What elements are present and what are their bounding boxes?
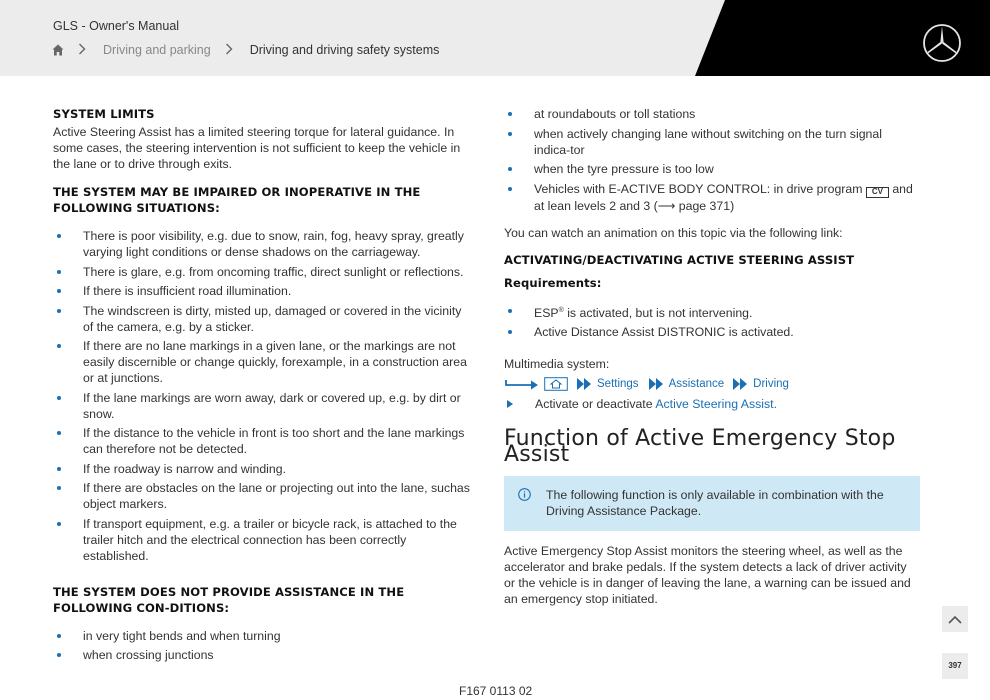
right-column	[504, 106, 920, 607]
list-item-text: when actively changing lane without switching on the turn signal indica-tor	[534, 126, 882, 157]
no-assistance-list-continued	[504, 106, 914, 214]
manual-title: GLS - Owner's Manual	[53, 19, 180, 33]
list-item-text: If the distance to the vehicle in front is too short and the lane markings can therefore not be detected.	[83, 426, 465, 456]
scroll-to-top-button[interactable]	[942, 606, 968, 632]
chevron-up-icon	[948, 615, 962, 624]
info-note	[504, 476, 920, 531]
hook-arrow-icon	[504, 377, 538, 391]
list-item	[53, 283, 471, 299]
double-arrow-icon	[733, 378, 740, 390]
action-step	[504, 396, 920, 412]
active-steering-assist-link[interactable]: Active Steering Assist	[655, 397, 774, 412]
list-item	[53, 228, 471, 260]
list-item-text: The windscreen is dirty, misted up, damaged or covered in the vicinity of the camera, e.g. by a sticker.	[83, 303, 462, 334]
bullet-icon	[57, 396, 61, 400]
list-item-text: There is poor visibility, e.g. due to snow, rain, fog, heavy spray, greatly varying light conditions or dense shadows on the carriageway.	[83, 229, 464, 259]
list-item	[504, 324, 920, 340]
menu-item-settings[interactable]: Settings	[597, 378, 639, 391]
list-item-text: If the roadway is narrow and winding.	[83, 461, 287, 476]
no-assistance-list	[53, 628, 471, 664]
multimedia-label: Multimedia system:	[504, 357, 610, 372]
double-arrow-icon	[656, 378, 663, 390]
list-item-text: If there are obstacles on the lane or projecting out into the lane, suchas object markers.	[83, 481, 470, 511]
breadcrumb-item-driving-and-parking[interactable]: Driving and parking	[103, 43, 211, 57]
list-item-text: Active Distance Assist DISTRONIC is activated.	[534, 325, 794, 340]
list-item-text: in very tight bends and when turning	[83, 628, 281, 643]
list-item	[53, 390, 471, 422]
mercedes-star-logo-icon	[922, 23, 962, 63]
home-button-icon[interactable]	[544, 377, 568, 391]
bullet-icon	[57, 289, 61, 293]
double-arrow-icon	[740, 378, 747, 390]
bullet-icon	[57, 234, 61, 238]
activating-heading: ACTIVATING/DEACTIVATING ACTIVE STEERING ASSIST	[504, 252, 855, 267]
requirements-list	[504, 303, 920, 341]
bullet-icon	[57, 270, 61, 274]
menu-item-assistance[interactable]: Assistance	[668, 378, 725, 391]
list-item-text: If the lane markings are worn away, dark or covered up, e.g. by dirt or snow.	[83, 390, 461, 421]
drive-program-cv-icon: CV	[866, 187, 889, 198]
list-item-text: There is glare, e.g. from oncoming traffic, direct sunlight or reflections.	[83, 264, 464, 279]
registered-mark: ®	[558, 306, 564, 314]
image-reference-code: F167 0113 02	[459, 684, 533, 698]
list-item	[53, 461, 471, 477]
system-limits-heading: SYSTEM LIMITS	[53, 107, 155, 121]
bullet-icon	[57, 431, 61, 435]
list-item	[53, 516, 471, 564]
list-item-text: If there is insufficient road illumination.	[83, 284, 292, 298]
bullet-icon	[508, 132, 512, 136]
function-text: Active Emergency Stop Assist monitors the steering wheel, as well as the accelerator and brake pedals. If the system detects a lack of driver activity or the vehicle is in danger of leaving the lane, a warning can be issued and an emergency stop initiated.	[504, 544, 911, 607]
bullet-icon	[508, 309, 512, 313]
info-note-text: The following function is only available in combination with the Driving Assistance Package.	[546, 488, 884, 519]
bullet-icon	[57, 344, 61, 348]
list-item-text: when the tyre pressure is too low	[534, 162, 714, 176]
no-assistance-heading: THE SYSTEM DOES NOT PROVIDE ASSISTANCE IN THE FOLLOWING CON-DITIONS:	[53, 584, 405, 615]
bullet-icon	[57, 467, 61, 471]
double-arrow-icon	[577, 378, 584, 390]
double-arrow-icon	[584, 378, 591, 390]
list-item	[53, 338, 471, 386]
list-item	[504, 126, 914, 158]
breadcrumb-item-current: Driving and driving safety systems	[249, 43, 440, 57]
bullet-icon	[57, 653, 61, 657]
bullet-icon	[57, 309, 61, 313]
bullet-icon	[508, 187, 512, 191]
bullet-icon	[508, 112, 512, 116]
list-item-text: If there are no lane markings in a given lane, or the markings are not easily discernible or change quickly, forexample, in a construction area or at junctions.	[83, 339, 467, 385]
list-item-text: when crossing junctions	[83, 648, 214, 662]
function-heading: Function of Active Emergency Stop Assist	[504, 426, 896, 468]
list-item	[53, 425, 471, 457]
home-icon[interactable]	[52, 44, 64, 56]
bullet-icon	[57, 634, 61, 638]
menu-item-driving[interactable]: Driving	[753, 378, 789, 391]
list-item	[504, 161, 914, 177]
impaired-heading: THE SYSTEM MAY BE IMPAIRED OR INOPERATIVE IN THE FOLLOWING SITUATIONS:	[53, 185, 421, 215]
list-item-text-cont: and at lean levels 2 and 3 (⟶ page 371)	[534, 181, 913, 213]
bullet-icon	[57, 522, 61, 526]
action-period: .	[773, 397, 777, 412]
left-column	[53, 106, 471, 667]
list-item	[504, 303, 920, 321]
double-arrow-icon	[649, 378, 656, 390]
impaired-list	[53, 228, 471, 564]
bullet-icon	[508, 330, 512, 334]
list-item	[53, 647, 471, 663]
page-number-button[interactable]: 397	[942, 653, 968, 679]
system-limits-text: Active Steering Assist has a limited steering torque for lateral guidance. In some cases, the steering intervention is not sufficient to keep the vehicle in the lane or to drive through exits.	[53, 125, 461, 171]
list-item	[53, 480, 471, 512]
bullet-icon	[57, 486, 61, 490]
list-item	[53, 264, 471, 280]
action-text: Activate or deactivate	[535, 397, 653, 412]
list-item	[53, 303, 471, 335]
list-item	[53, 628, 471, 644]
list-item	[504, 181, 914, 214]
page-header	[0, 0, 990, 76]
list-item-text: at roundabouts or toll stations	[534, 107, 696, 121]
breadcrumb	[52, 42, 439, 58]
list-item-text: Vehicles with E-ACTIVE BODY CONTROL: in drive program	[534, 181, 863, 196]
action-arrow-icon	[507, 400, 513, 408]
chevron-right-icon	[225, 43, 239, 58]
animation-text: You can watch an animation on this topic via the following link:	[504, 225, 843, 240]
list-item-text-cont: is activated, but is not intervening.	[563, 305, 753, 320]
list-item-text: ESP	[534, 305, 559, 320]
chevron-right-icon	[78, 43, 92, 58]
bullet-icon	[508, 167, 512, 171]
info-icon	[518, 488, 531, 501]
multimedia-path	[504, 375, 920, 393]
list-item	[504, 106, 914, 122]
list-item-text: If transport equipment, e.g. a trailer or bicycle rack, is attached to the trailer hitch and the electrical connection has been correctly established.	[83, 516, 457, 563]
requirements-label: Requirements:	[504, 275, 602, 290]
